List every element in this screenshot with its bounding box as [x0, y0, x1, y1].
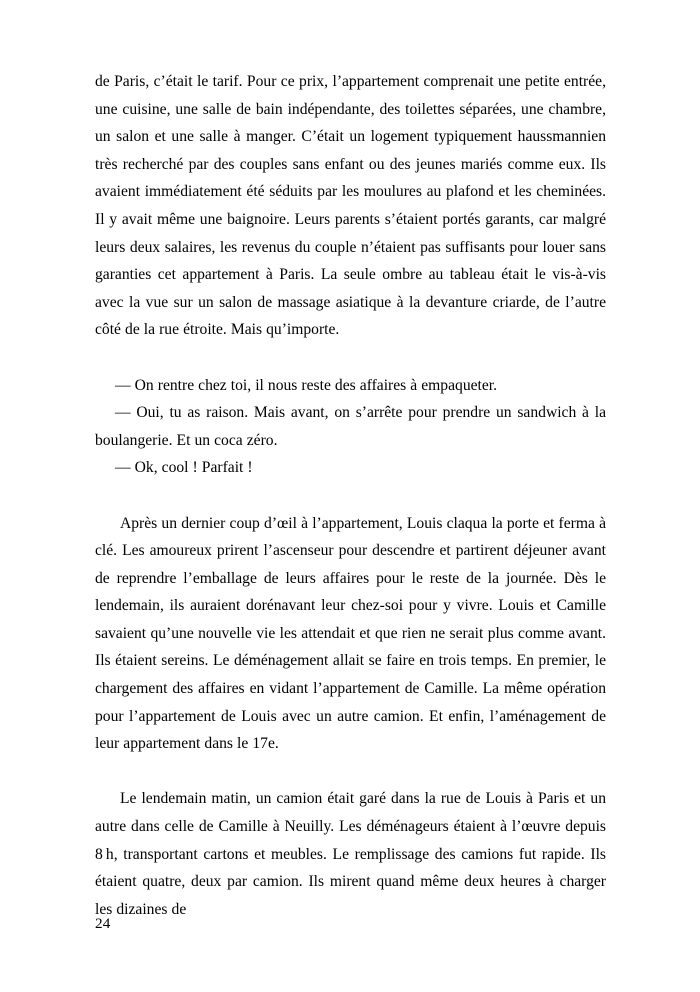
dialogue-line-1: — On rentre chez toi, il nous reste des affaires à empaqueter. [115, 376, 498, 394]
dialogue-line-2: — Oui, tu as raison. Mais avant, on s’arrête pour prendre un sandwich à la boulangerie. Et un coca zéro. [95, 404, 606, 449]
page-number: 24 [95, 915, 111, 932]
dialogue-line-3: — Ok, cool ! Parfait ! [115, 459, 253, 477]
paragraph-spacer [95, 482, 606, 510]
paragraph-spacer [95, 344, 606, 372]
paragraph-moving-day: Le lendemain matin, un camion était garé dans la rue de Louis à Paris et un autre dans celle de Camille à Neuilly. Les déménageurs étaient à l’œuvre depuis 8 h, transportant cartons et meubles. Le remplissage des camions fut rapide. Ils étaient quatre, deux par camion. Ils mirent quand même deux heures à charger les dizaines de [95, 790, 606, 918]
page-text-column [95, 68, 606, 923]
paragraph-departure: Après un dernier coup d’œil à l’appartement, Louis claqua la porte et ferma à clé. Les amoureux prirent l’ascenseur pour descendre et partirent déjeuner avant de reprendre l’emballage de leurs affaires pour le reste de la journée. Dès le lendemain, ils auraient dorénavant leur chez-soi pour y vivre. Louis et Camille savaient qu’une nouvelle vie les attendait et que rien ne serait plus comme avant. Ils étaient sereins. Le déménagement allait se faire en trois temps. En premier, le chargement des affaires en vidant l’appartement de Camille. La même opération pour l’appartement de Louis avec un autre camion. Et enfin, l’aménagement de leur appartement dans le 17e. [95, 514, 606, 753]
paragraph-apartment-description: de Paris, c’était le tarif. Pour ce prix, l’appartement comprenait une petite entrée, une cuisine, une salle de bain indépendante, des toilettes séparées, une chambre, un salon et une salle à manger. C’était un logement typiquement haussmannien très recherché par des couples sans enfant ou des jeunes mariés comme eux. Ils avaient immédiatement été séduits par les moulures au plafond et les cheminées. Il y avait même une baignoire. Leurs parents s’étaient portés garants, car malgré leurs deux salaires, les revenus du couple n’étaient pas suffisants pour louer sans garanties cet appartement à Paris. La seule ombre au tableau était le vis-à-vis avec la vue sur un salon de massage asiatique à la devanture criarde, de l’autre côté de la rue étroite. Mais qu’importe. [95, 73, 606, 339]
paragraph-spacer [95, 758, 606, 786]
